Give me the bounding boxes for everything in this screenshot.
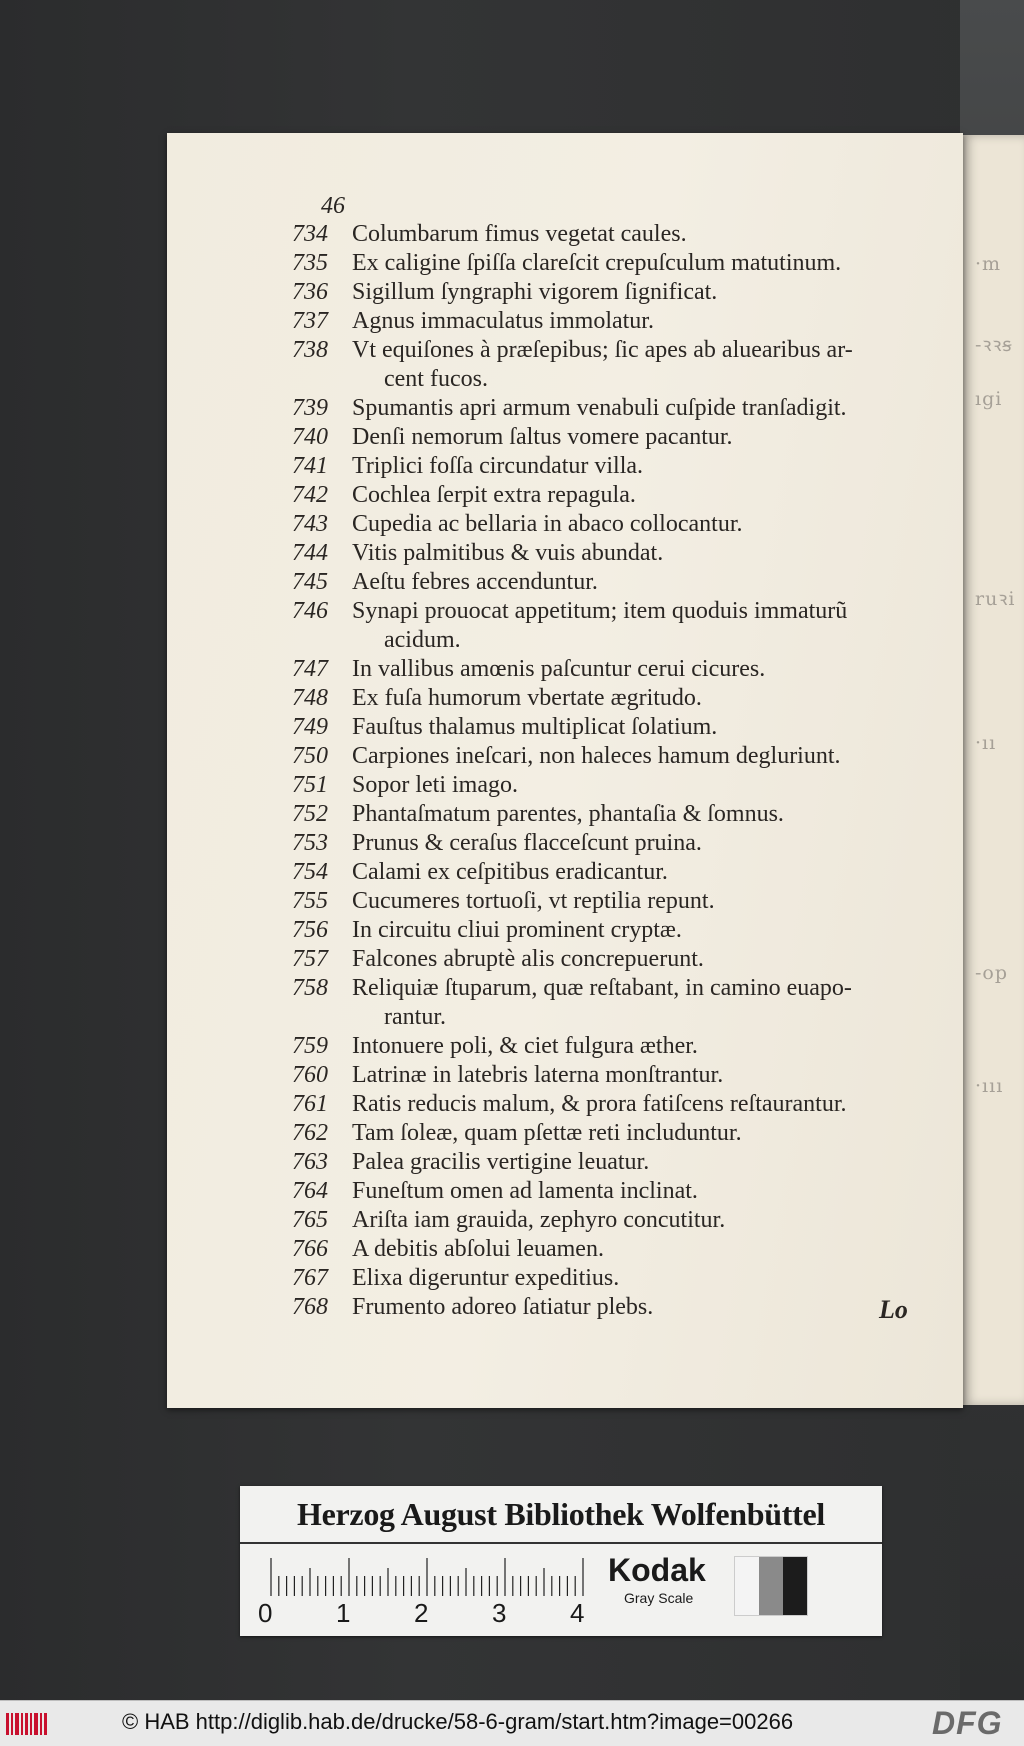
verse-number: 743 <box>292 511 328 537</box>
verse-text <box>352 829 942 858</box>
verse-line <box>292 1032 942 1061</box>
verse-text <box>352 568 942 597</box>
verse-line <box>292 1090 942 1119</box>
verse-text-main: Intonuere poli, & ciet fulgura æther. <box>352 1033 698 1059</box>
gray-swatches <box>734 1556 808 1616</box>
verse-line <box>292 684 942 713</box>
verse-text-main: Denſi nemorum ſaltus vomere pacantur. <box>352 424 733 450</box>
verse-text-main: In vallibus amœnis paſcuntur cerui cicures. <box>352 656 766 682</box>
verse-text <box>352 481 942 510</box>
verse-number: 739 <box>292 395 328 421</box>
verse-text-continuation: acidum. <box>384 627 461 653</box>
ruler-label: 1 <box>336 1598 351 1628</box>
verse-line <box>292 220 942 249</box>
verse-text-main: Elixa digeruntur expeditius. <box>352 1265 620 1291</box>
verse-text-main: Ex fuſa humorum vbertate ægritudo. <box>352 685 702 711</box>
verse-text-continuation: rantur. <box>384 1004 446 1030</box>
verse-line <box>292 249 942 278</box>
verse-number: 734 <box>292 221 328 247</box>
verse-number: 762 <box>292 1120 328 1146</box>
verse-text-main: Cochlea ſerpit extra repagula. <box>352 482 636 508</box>
page-number: 46 <box>321 193 345 219</box>
verse-text-main: A debitis abſolui leuamen. <box>352 1236 604 1262</box>
verse-text <box>352 858 942 887</box>
verse-text-main: Tam ſoleæ, quam pſettæ reti includuntur. <box>352 1120 742 1146</box>
verse-text <box>352 655 942 684</box>
verse-line <box>292 336 942 394</box>
catchword: Lo <box>879 1295 908 1324</box>
library-title: Herzog August Bibliothek Wolfenbüttel <box>297 1496 825 1532</box>
verse-text <box>352 220 942 249</box>
verse-number: 745 <box>292 569 328 595</box>
verse-text <box>352 394 942 423</box>
verse-text-main: Reliquiæ ſtuparum, quæ reſtabant, in camino euapo- <box>352 975 852 1001</box>
verse-number: 747 <box>292 656 328 682</box>
ruler-label: 3 <box>492 1598 507 1628</box>
verse-text <box>352 1119 942 1148</box>
verse-text <box>352 1148 942 1177</box>
verse-number: 753 <box>292 830 328 856</box>
adjacent-page-fragment: ruꝛi <box>975 588 1016 610</box>
verse-text <box>352 336 942 394</box>
verse-number: 758 <box>292 975 328 1001</box>
verse-line <box>292 771 942 800</box>
verse-text-main: Sopor leti imago. <box>352 772 518 798</box>
color-calibration-card <box>240 1486 882 1636</box>
verse-text <box>352 771 942 800</box>
verse-line <box>292 742 942 771</box>
adjacent-page-fragment: -ꝛꝛꞩ <box>975 334 1013 356</box>
verse-number: 736 <box>292 279 328 305</box>
verse-number: 754 <box>292 859 328 885</box>
verse-text-main: Calami ex ceſpitibus eradicantur. <box>352 859 668 885</box>
verse-text-main: Funeſtum omen ad lamenta inclinat. <box>352 1178 698 1204</box>
verse-number: 767 <box>292 1265 328 1291</box>
verse-text-main: Carpiones ineſcari, non haleces hamum degluriunt. <box>352 743 841 769</box>
verse-text <box>352 1061 942 1090</box>
verse-text-main: Falcones abruptè alis concrepuerunt. <box>352 946 704 972</box>
verse-number: 749 <box>292 714 328 740</box>
verse-text <box>352 1032 942 1061</box>
verse-text-main: Vitis palmitibus & vuis abundat. <box>352 540 664 566</box>
verse-number: 756 <box>292 917 328 943</box>
verse-text <box>352 510 942 539</box>
verse-number: 757 <box>292 946 328 972</box>
gray-swatch <box>759 1557 783 1615</box>
gray-swatch <box>735 1557 759 1615</box>
verse-text <box>352 1177 942 1206</box>
verse-number: 735 <box>292 250 328 276</box>
verse-text-main: Latrinæ in latebris laterna monſtrantur. <box>352 1062 724 1088</box>
verse-text-main: Ratis reducis malum, & prora fatiſcens reſtaurantur. <box>352 1091 847 1117</box>
adjacent-page-fragment: ıgi <box>975 388 1003 410</box>
verse-text <box>352 945 942 974</box>
verse-text-main: Ariſta iam grauida, zephyro concutitur. <box>352 1207 726 1233</box>
verse-text <box>352 539 942 568</box>
verse-line <box>292 800 942 829</box>
verse-line <box>292 1061 942 1090</box>
verse-line <box>292 394 942 423</box>
verse-text-main: Sigillum ſyngraphi vigorem ſignificat. <box>352 279 718 305</box>
verse-text-main: Spumantis apri armum venabuli cuſpide tranſadigit. <box>352 395 847 421</box>
verse-number: 741 <box>292 453 328 479</box>
verse-number: 764 <box>292 1178 328 1204</box>
verse-text <box>352 713 942 742</box>
verse-text-main: Prunus & ceraſus flacceſcunt pruina. <box>352 830 702 856</box>
verse-list <box>292 220 942 1322</box>
verse-text-main: Phantaſmatum parentes, phantaſia & ſomnus. <box>352 801 784 827</box>
verse-text-main: Cupedia ac bellaria in abaco collocantur. <box>352 511 743 537</box>
book-page <box>167 133 963 1408</box>
viewer-footer <box>0 1700 1024 1746</box>
verse-text <box>352 423 942 452</box>
adjacent-page-fragment: -op <box>975 962 1009 984</box>
verse-text <box>352 974 942 1032</box>
verse-line <box>292 539 942 568</box>
verse-number: 752 <box>292 801 328 827</box>
verse-number: 738 <box>292 337 328 363</box>
verse-text-main: Cucumeres tortuoſi, vt reptilia repunt. <box>352 888 715 914</box>
verse-number: 744 <box>292 540 328 566</box>
verse-line <box>292 452 942 481</box>
verse-number: 765 <box>292 1207 328 1233</box>
verse-text <box>352 452 942 481</box>
verse-text <box>352 1264 942 1293</box>
verse-text <box>352 1293 942 1322</box>
verse-text-main: Columbarum fimus vegetat caules. <box>352 221 687 247</box>
verse-text <box>352 597 942 655</box>
verse-text <box>352 742 942 771</box>
verse-number: 766 <box>292 1236 328 1262</box>
verse-number: 768 <box>292 1294 328 1320</box>
verse-line <box>292 945 942 974</box>
verse-text <box>352 1235 942 1264</box>
verse-number: 761 <box>292 1091 328 1117</box>
verse-text <box>352 887 942 916</box>
verse-line <box>292 1119 942 1148</box>
verse-number: 748 <box>292 685 328 711</box>
ruler-labels <box>258 1598 588 1628</box>
verse-number: 760 <box>292 1062 328 1088</box>
verse-text <box>352 916 942 945</box>
verse-number: 746 <box>292 598 328 624</box>
verse-line <box>292 858 942 887</box>
verse-number: 742 <box>292 482 328 508</box>
verse-line <box>292 1293 942 1322</box>
verse-text-main: Aeſtu febres accenduntur. <box>352 569 598 595</box>
verse-number: 759 <box>292 1033 328 1059</box>
verse-line <box>292 713 942 742</box>
verse-text-main: Triplici foſſa circundatur villa. <box>352 453 644 479</box>
ruler-label: 4 <box>570 1598 585 1628</box>
adjacent-page-fragment: ·ııı <box>975 1075 1004 1097</box>
verse-text-main: Palea gracilis vertigine leuatur. <box>352 1149 650 1175</box>
ruler-label: 0 <box>258 1598 273 1628</box>
adjacent-page-edge <box>963 135 1024 1405</box>
verse-text <box>352 307 942 336</box>
verse-line <box>292 597 942 655</box>
gray-scale-label: Gray Scale <box>624 1590 694 1606</box>
verse-line <box>292 1148 942 1177</box>
verse-line <box>292 829 942 858</box>
kodak-logo: Kodak <box>608 1552 706 1588</box>
verse-text <box>352 1206 942 1235</box>
gray-swatch <box>783 1557 807 1615</box>
verse-number: 751 <box>292 772 328 798</box>
verse-text <box>352 249 942 278</box>
verse-line <box>292 1177 942 1206</box>
verse-text <box>352 278 942 307</box>
verse-number: 750 <box>292 743 328 769</box>
verse-line <box>292 1264 942 1293</box>
verse-line <box>292 974 942 1032</box>
verse-number: 755 <box>292 888 328 914</box>
verse-line <box>292 278 942 307</box>
verse-line <box>292 568 942 597</box>
verse-line <box>292 510 942 539</box>
ruler-scale <box>270 1556 590 1596</box>
verse-text-main: Fauſtus thalamus multiplicat ſolatium. <box>352 714 718 740</box>
verse-text-main: Vt equiſones à præſepibus; ſic apes ab aluearibus ar- <box>352 337 853 363</box>
verse-line <box>292 423 942 452</box>
verse-line <box>292 481 942 510</box>
verse-text-main: Agnus immaculatus immolatur. <box>352 308 654 334</box>
barcode-icon <box>6 1711 48 1737</box>
verse-number: 740 <box>292 424 328 450</box>
ruler-label: 2 <box>414 1598 429 1628</box>
verse-line <box>292 887 942 916</box>
card-divider <box>240 1542 882 1544</box>
source-link[interactable]: © HAB http://diglib.hab.de/drucke/58-6-gram/start.htm?image=00266 <box>122 1709 794 1734</box>
verse-text <box>352 800 942 829</box>
verse-line <box>292 307 942 336</box>
dfg-logo: DFG <box>932 1705 1003 1741</box>
verse-text-main: Frumento adoreo ſatiatur plebs. <box>352 1294 654 1320</box>
verse-text-continuation: cent fucos. <box>384 366 488 392</box>
verse-number: 737 <box>292 308 328 334</box>
adjacent-page-fragment: ·ıı <box>975 732 997 754</box>
verse-text <box>352 684 942 713</box>
verse-line <box>292 916 942 945</box>
verse-text-main: Synapi prouocat appetitum; item quoduis immaturũ <box>352 598 848 624</box>
verse-text-main: Ex caligine ſpiſſa clareſcit crepuſculum matutinum. <box>352 250 842 276</box>
verse-text-main: In circuitu cliui prominent cryptæ. <box>352 917 682 943</box>
verse-line <box>292 1206 942 1235</box>
adjacent-page-fragment: ·m <box>975 253 1002 275</box>
verse-line <box>292 655 942 684</box>
verse-text <box>352 1090 942 1119</box>
verse-number: 763 <box>292 1149 328 1175</box>
verse-line <box>292 1235 942 1264</box>
